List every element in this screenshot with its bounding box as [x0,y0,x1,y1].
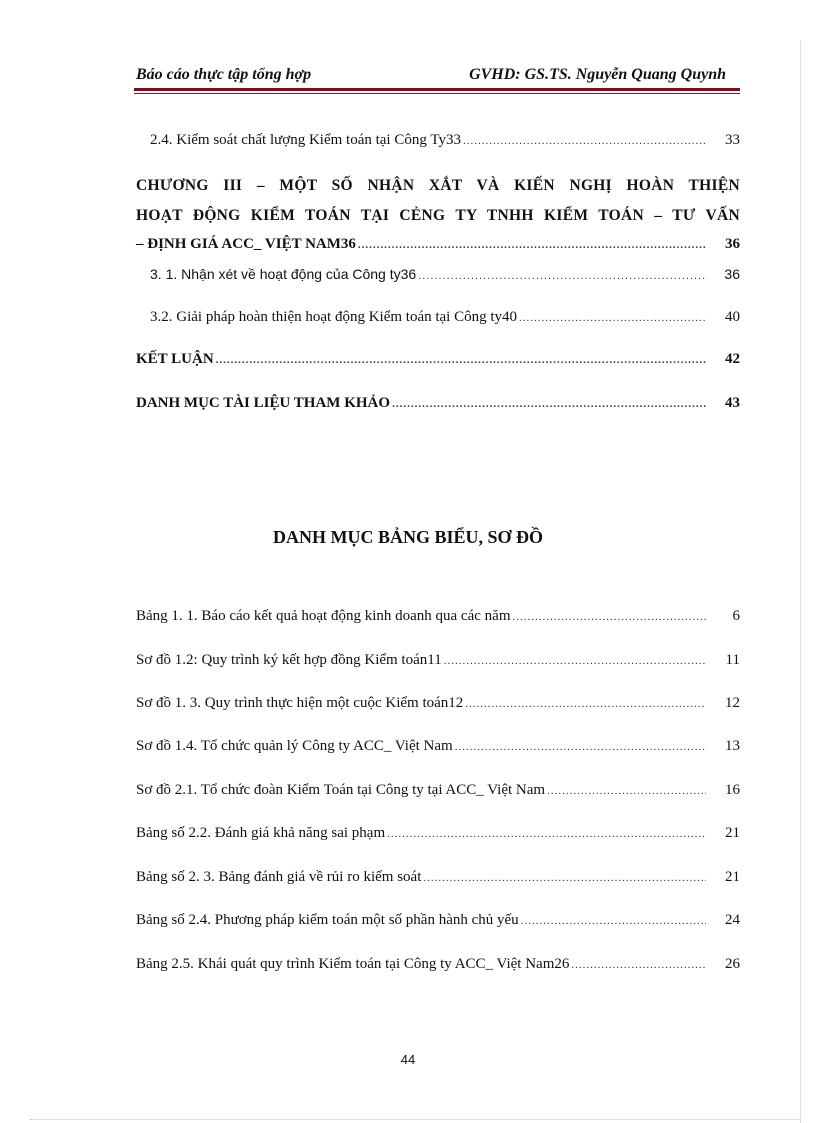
figure-entry-text: Bảng số 2.2. Đánh giá khả năng sai phạm [136,825,386,841]
figure-entry-page: 21 [725,869,740,885]
figure-entry-text: Bảng 2.5. Khái quát quy trình Kiểm toán tại Công ty ACC_ Việt Nam26 [136,956,570,972]
figure-entry-page: 21 [725,825,740,841]
toc-entry-text: 3.2. Giải pháp hoàn thiện hoạt động Kiểm toán tại Công ty40 [150,309,518,325]
toc-entry-page: 43 [725,395,740,411]
dot-leader [521,915,706,927]
figure-entry[interactable] [136,608,740,630]
figure-entry[interactable] [136,782,740,804]
page-border-bottom [30,1119,800,1120]
toc-entry-text: – ĐỊNH GIÁ ACC_ VIỆT NAM36 [136,236,356,252]
dot-leader [387,828,706,840]
figure-entry-page: 12 [725,695,740,711]
dot-leader [444,655,706,667]
toc-entry-3-1[interactable] [150,266,740,288]
dot-leader [547,785,706,797]
figure-entry[interactable] [136,738,740,760]
figure-entry[interactable] [136,869,740,891]
figure-entry-page: 11 [725,652,740,668]
figure-entry[interactable] [136,956,740,978]
figure-entry-page: 13 [725,738,740,754]
figure-entry-text: Sơ đồ 1.4. Tổ chức quản lý Công ty ACC_ Việt Nam [136,738,453,754]
toc-entry-page: 40 [725,309,740,325]
list-of-figures-title: DANH MỤC BẢNG BIỂU, SƠ ĐỒ [272,527,544,547]
figure-entry[interactable] [136,652,740,674]
dot-leader [392,398,706,410]
figure-entry[interactable] [136,912,740,934]
toc-entry-2-4[interactable] [150,132,740,154]
figure-entry-text: Bảng số 2. 3. Bảng đánh giá về rủi ro kiểm soát [136,869,422,885]
figure-entry-page: 26 [725,956,740,972]
figure-entry-page: 16 [725,782,740,798]
header-report-title: Báo cáo thực tập tổng hợp [136,66,312,83]
dot-leader [216,354,706,366]
toc-entry-page: 36 [725,236,740,252]
header-rule-thin [134,93,740,94]
figure-entry[interactable] [136,825,740,847]
toc-chapter-3-line1[interactable]: CHƯƠNG III – MỘT SỐ NHẬN XẮT VÀ KIẾN NGHỊ HOÀN THIỆN [136,177,740,194]
dot-leader [463,135,706,147]
toc-entry-page: 33 [725,132,740,148]
toc-chapter-3-line3[interactable] [136,236,740,258]
figure-entry-text: Sơ đồ 1. 3. Quy trình thực hiện một cuộc Kiểm toán12 [136,695,464,711]
figure-entry-page: 24 [725,912,740,928]
header-advisor: GVHD: GS.TS. Nguyễn Quang Quynh [469,66,726,83]
toc-entry-3-2[interactable] [150,309,740,331]
dot-leader [418,270,706,282]
figure-entry-page: 6 [732,608,740,624]
toc-entry-references[interactable] [136,395,740,417]
running-header [134,62,740,86]
figure-entry-text: Bảng số 2.4. Phương pháp kiểm toán một số phần hành chủ yếu [136,912,519,928]
toc-entry-text: KẾT LUẬN [136,351,214,367]
header-rule-thick [134,88,740,91]
toc-entry-conclusion[interactable] [136,351,740,373]
toc-chapter-3-line2[interactable]: HOẠT ĐỘNG KIỂM TOÁN TẠI CẺNG TY TNHH KIỂM TOÁN – TƯ VẤN [136,207,740,224]
page-number: 44 [400,1052,416,1067]
figure-entry-text: Sơ đồ 2.1. Tổ chức đoàn Kiểm Toán tại Công ty tại ACC_ Việt Nam [136,782,546,798]
dot-leader [571,959,706,971]
toc-entry-text: DANH MỤC TÀI LIỆU THAM KHẢO [136,395,391,411]
dot-leader [358,239,706,251]
toc-entry-page: 36 [724,266,740,282]
dot-leader [455,741,706,753]
figure-entry-text: Sơ đồ 1.2: Quy trình ký kết hợp đồng Kiểm toán11 [136,652,442,668]
figure-entry-text: Bảng 1. 1. Báo cáo kết quả hoạt động kinh doanh qua các năm [136,608,511,624]
toc-entry-text: 2.4. Kiểm soát chất lượng Kiểm toán tại Công Ty33 [150,132,461,148]
toc-entry-page: 42 [725,351,740,367]
figure-entry[interactable] [136,695,740,717]
page-border-right [800,40,801,1123]
dot-leader [519,312,706,324]
dot-leader [512,611,706,623]
dot-leader [423,872,706,884]
dot-leader [465,698,706,710]
toc-entry-text: 3. 1. Nhận xét về hoạt động của Công ty36 [150,266,417,282]
